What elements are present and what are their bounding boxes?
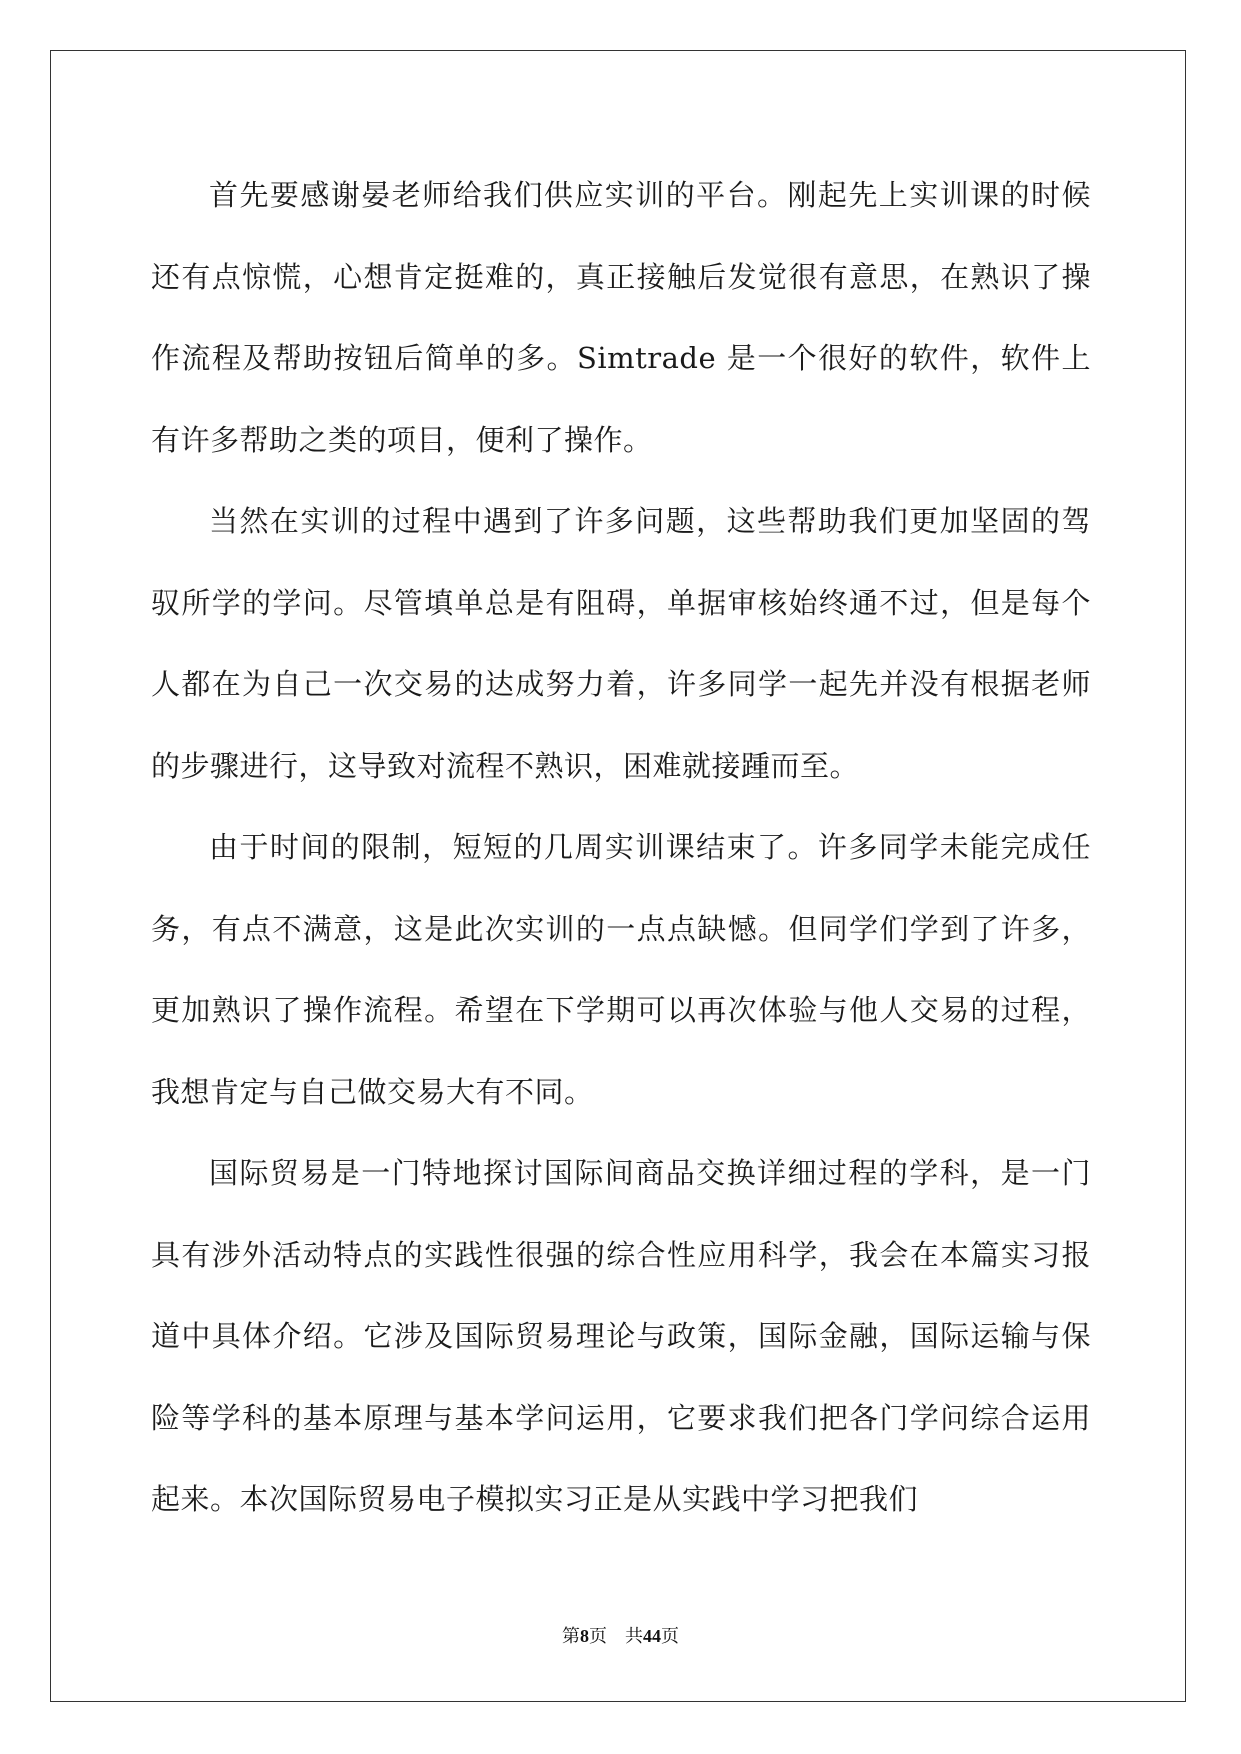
total-pages: 44 xyxy=(643,1626,661,1646)
total-suffix: 页 xyxy=(661,1626,679,1646)
total-prefix: 共 xyxy=(625,1626,643,1646)
document-body xyxy=(151,155,1091,1541)
paragraph-4: 国际贸易是一门特地探讨国际间商品交换详细过程的学科，是一门具有涉外活动特点的实践性很强的综合性应用科学，我会在本篇实习报道中具体介绍。它涉及国际贸易理论与政策，国际金融，国际运输与保险等学科的基本原理与基本学问运用，它要求我们把各门学问综合运用起来。本次国际贸易电子模拟实习正是从实践中学习把我们 xyxy=(151,1156,1091,1516)
paragraph-3: 由于时间的限制，短短的几周实训课结束了。许多同学未能完成任务，有点不满意，这是此次实训的一点点缺憾。但同学们学到了许多，更加熟识了操作流程。希望在下学期可以再次体验与他人交易的过程，我想肯定与自己做交易大有不同。 xyxy=(151,830,1091,1109)
page-prefix: 第 xyxy=(562,1626,580,1646)
page-number: 8 xyxy=(580,1626,589,1646)
paragraph-1: 首先要感谢晏老师给我们供应实训的平台。刚起先上实训课的时候还有点惊慌，心想肯定挺难的，真正接触后发觉很有意思，在熟识了操作流程及帮助按钮后简单的多。Simtrade 是一个很好的软件，软件上有许多帮助之类的项目，便利了操作。 xyxy=(151,178,1091,457)
page-suffix: 页 xyxy=(589,1626,607,1646)
page-footer xyxy=(0,1622,1241,1648)
paragraph-2: 当然在实训的过程中遇到了许多问题，这些帮助我们更加坚固的驾驭所学的学问。尽管填单总是有阻碍，单据审核始终通不过，但是每个人都在为自己一次交易的达成努力着，许多同学一起先并没有根据老师的步骤进行，这导致对流程不熟识，困难就接踵而至。 xyxy=(151,504,1091,783)
